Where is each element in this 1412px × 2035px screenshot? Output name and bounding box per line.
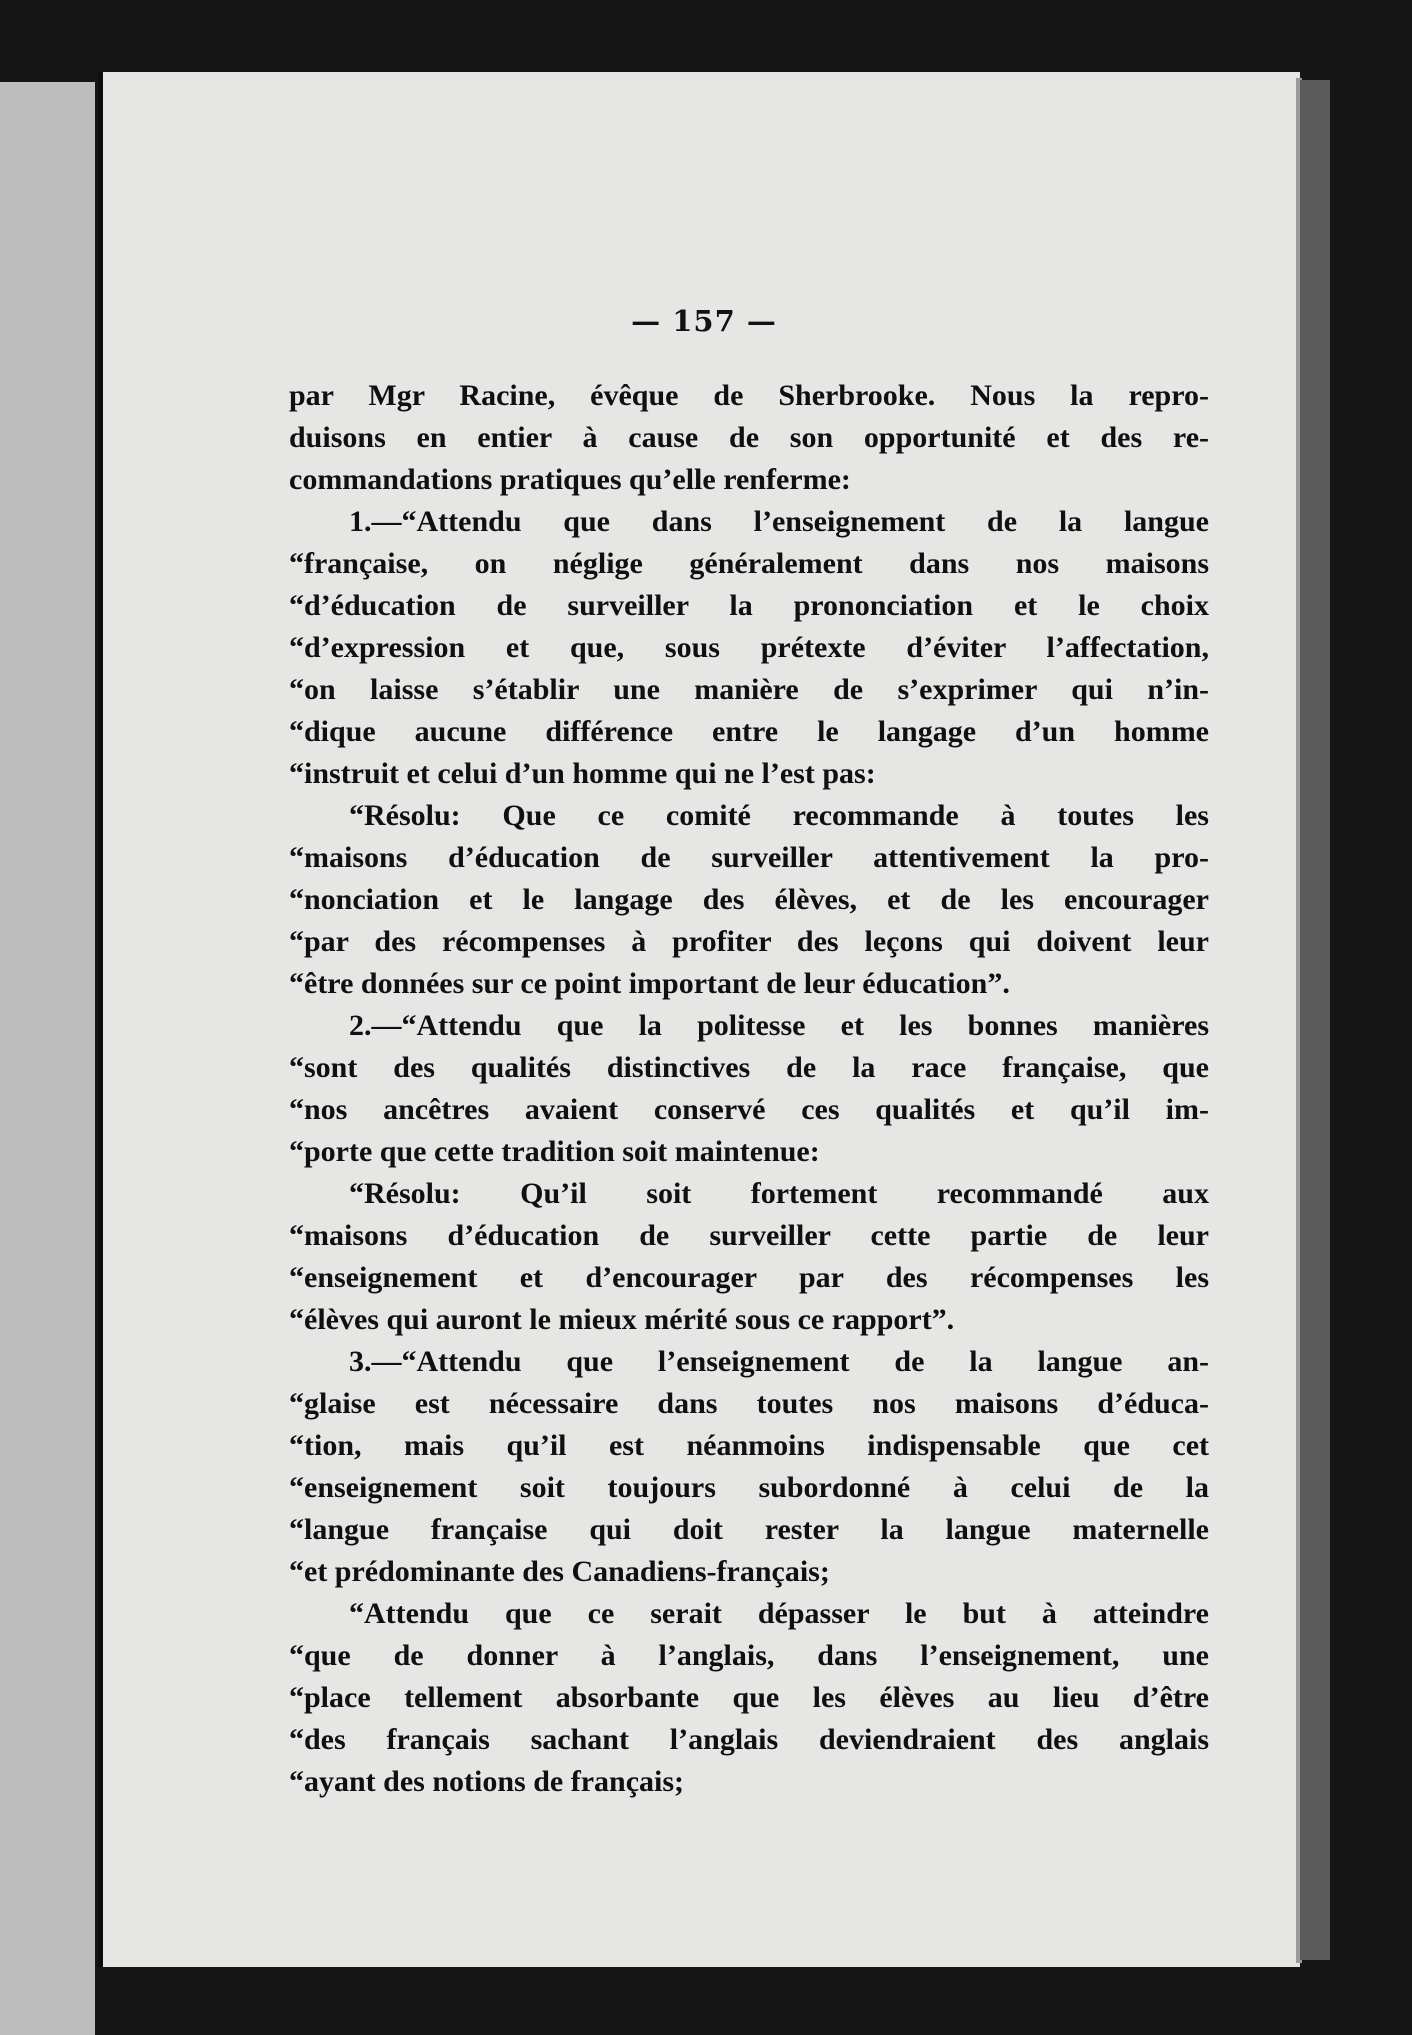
text-line: “place tellement absorbante que les élèves au lieu d’être xyxy=(289,1681,1209,1714)
text-line: commandations pratiques qu’elle renferme: xyxy=(289,463,851,496)
text-line: 3.—“Attendu que l’enseignement de la langue an- xyxy=(349,1345,1209,1378)
book-page xyxy=(98,72,1300,1967)
text-line: “on laisse s’établir une manière de s’exprimer qui n’in- xyxy=(289,673,1209,706)
text-line: “d’expression et que, sous prétexte d’éviter l’affectation, xyxy=(289,631,1209,664)
text-line: duisons en entier à cause de son opportunité et des re- xyxy=(289,421,1209,454)
text-line: “maisons d’éducation de surveiller attentivement la pro- xyxy=(289,841,1209,874)
text-line: “et prédominante des Canadiens-français; xyxy=(289,1555,830,1588)
text-line: “française, on néglige généralement dans nos maisons xyxy=(289,547,1209,580)
text-line: “enseignement soit toujours subordonné à celui de la xyxy=(289,1471,1209,1504)
text-line: “Résolu: Qu’il soit fortement recommandé aux xyxy=(349,1177,1209,1210)
page-number: — 157 — xyxy=(631,304,777,338)
text-line: 1.—“Attendu que dans l’enseignement de la langue xyxy=(349,505,1209,538)
text-line: “langue française qui doit rester la langue maternelle xyxy=(289,1513,1209,1546)
text-line: “instruit et celui d’un homme qui ne l’est pas: xyxy=(289,757,876,790)
text-line: “nos ancêtres avaient conservé ces qualités et qu’il im- xyxy=(289,1093,1209,1126)
facing-page-edge xyxy=(0,82,95,2035)
book-page-edge xyxy=(1300,80,1330,1960)
text-line: “d’éducation de surveiller la prononciation et le choix xyxy=(289,589,1209,622)
text-line: “porte que cette tradition soit maintenue: xyxy=(289,1135,820,1168)
body-text xyxy=(289,375,1209,1803)
text-line: par Mgr Racine, évêque de Sherbrooke. Nous la repro- xyxy=(289,379,1209,412)
text-line: “que de donner à l’anglais, dans l’enseignement, une xyxy=(289,1639,1209,1672)
text-line: “glaise est nécessaire dans toutes nos maisons d’éduca- xyxy=(289,1387,1209,1420)
text-line: “maisons d’éducation de surveiller cette partie de leur xyxy=(289,1219,1209,1252)
text-line: “élèves qui auront le mieux mérité sous ce rapport”. xyxy=(289,1303,955,1336)
text-line: “dique aucune différence entre le langage d’un homme xyxy=(289,715,1209,748)
text-line: “par des récompenses à profiter des leçons qui doivent leur xyxy=(289,925,1209,958)
text-line: “tion, mais qu’il est néanmoins indispensable que cet xyxy=(289,1429,1209,1462)
text-line: “ayant des notions de français; xyxy=(289,1765,685,1798)
text-line: “des français sachant l’anglais deviendraient des anglais xyxy=(289,1723,1209,1756)
text-line: “sont des qualités distinctives de la race française, que xyxy=(289,1051,1209,1084)
text-line: “Résolu: Que ce comité recommande à toutes les xyxy=(349,799,1209,832)
text-line: “être données sur ce point important de leur éducation”. xyxy=(289,967,1010,1000)
text-line: “Attendu que ce serait dépasser le but à atteindre xyxy=(349,1597,1209,1630)
text-line: “nonciation et le langage des élèves, et de les encourager xyxy=(289,883,1209,916)
text-line: “enseignement et d’encourager par des récompenses les xyxy=(289,1261,1209,1294)
text-line: 2.—“Attendu que la politesse et les bonnes manières xyxy=(349,1009,1209,1042)
